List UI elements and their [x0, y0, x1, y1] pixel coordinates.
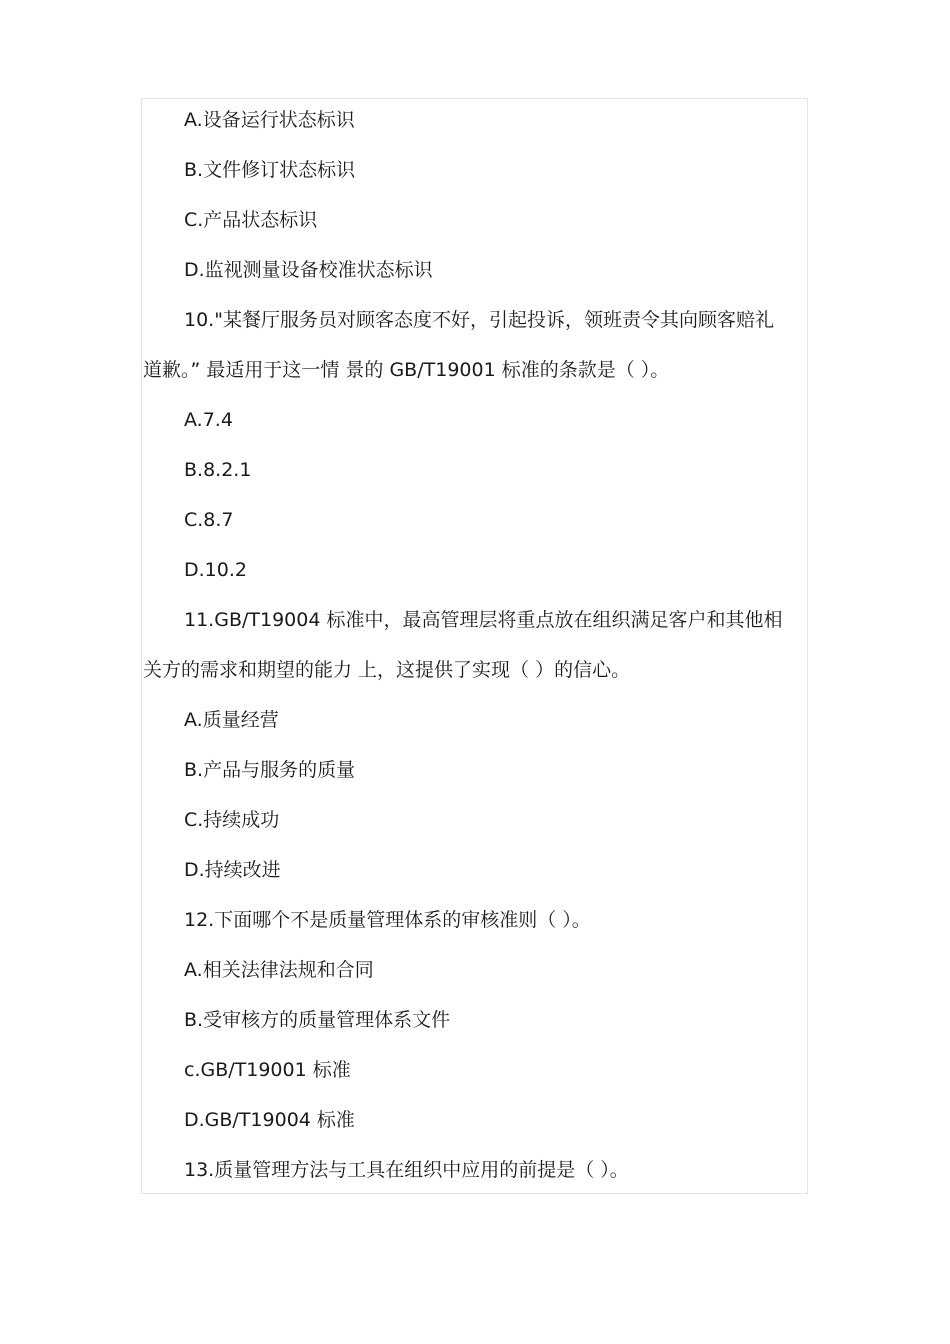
- question-11-line-2: 关方的需求和期望的能力 上，这提供了实现（ ）的信心。: [143, 659, 631, 681]
- option-9a: A.设备运行状态标识: [184, 109, 355, 131]
- question-11-line-1: 11.GB/T19004 标准中，最高管理层将重点放在组织满足客户和其他相: [184, 609, 783, 631]
- option-12a: A.相关法律法规和合同: [184, 959, 374, 981]
- question-10-line-1: 10."某餐厅服务员对顾客态度不好，引起投诉，领班责令其向顾客赔礼: [184, 309, 774, 331]
- option-11a: A.质量经营: [184, 709, 279, 731]
- option-9d: D.监视测量设备校准状态标识: [184, 259, 433, 281]
- option-10a: A.7.4: [184, 409, 233, 431]
- document-content: [143, 95, 807, 1195]
- option-11d: D.持续改进: [184, 859, 281, 881]
- option-11b: B.产品与服务的质量: [184, 759, 356, 781]
- option-12c: c.GB/T19001 标准: [184, 1059, 351, 1081]
- question-10-line-2: 道歉。” 最适用于这一情 景的 GB/T19001 标准的条款是（ ）。: [143, 359, 670, 381]
- option-12d: D.GB/T19004 标准: [184, 1109, 355, 1131]
- option-12b: B.受审核方的质量管理体系文件: [184, 1009, 451, 1031]
- option-11c: C.持续成功: [184, 809, 280, 831]
- option-10d: D.10.2: [184, 559, 247, 581]
- option-9b: B.文件修订状态标识: [184, 159, 356, 181]
- option-10c: C.8.7: [184, 509, 234, 531]
- question-13: 13.质量管理方法与工具在组织中应用的前提是（ ）。: [184, 1159, 629, 1181]
- option-10b: B.8.2.1: [184, 459, 252, 481]
- option-9c: C.产品状态标识: [184, 209, 318, 231]
- question-12: 12.下面哪个不是质量管理体系的审核准则（ ）。: [184, 909, 591, 931]
